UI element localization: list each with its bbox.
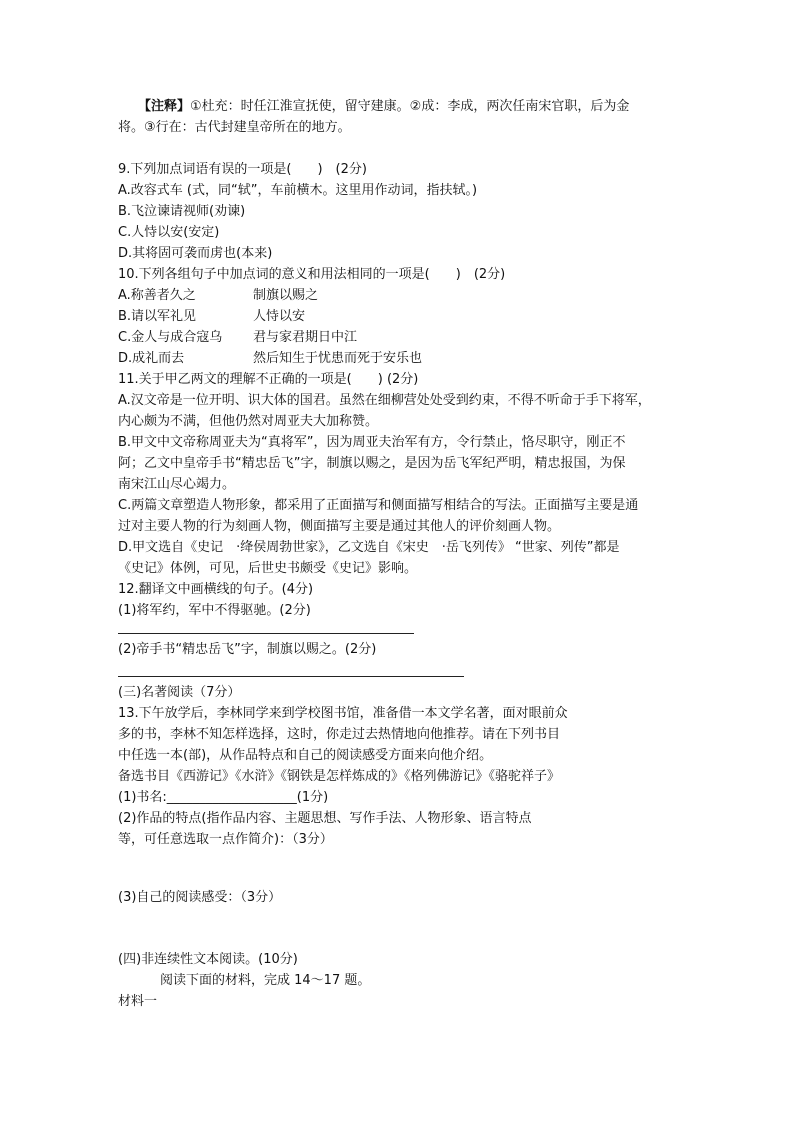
note-line-2: 将。③行在：古代封建皇帝所在的地方。	[118, 120, 351, 135]
q11-option-b-line1: B.甲文中文帝称周亚夫为“真将军”，因为周亚夫治军有方，令行禁止，恪尽职守，刚正不	[118, 435, 626, 450]
q10-option-b-left: B.请以军礼见	[118, 309, 197, 324]
q12-sentence-1: (1)将军约，军中不得驱驰。(2分)	[118, 603, 311, 618]
note-label: 【注释】	[138, 99, 191, 114]
q9-option-a: A.改容式车 (式，同“轼”，车前横木。这里用作动词，指扶轼。)	[118, 183, 478, 198]
q13-book-name: (1)书名:____________________(1分)	[118, 790, 329, 805]
q12-sentence-2: (2)帝手书“精忠岳飞”字，制旗以赐之。(2分)	[118, 642, 377, 657]
q13-paragraph-line2: 多的书，李林不知怎样选择，这时，你走过去热情地向他推荐。请在下列书目	[118, 727, 561, 742]
q11-option-d-line1: D.甲文选自《史记 ·绛侯周勃世家》，乙文选自《宋史 ·岳飞列传》 “世家、列传”都是	[118, 540, 620, 555]
q13-paragraph-line1: 13.下午放学后，李林同学来到学校图书馆，准备借一本文学名著，面对眼前众	[118, 706, 568, 721]
q11-option-d-line2: 《史记》体例，可见，后世史书颇受《史记》影响。	[118, 561, 418, 576]
q13-features-line2: 等，可任意选取一点作简介)：（3分）	[118, 832, 333, 847]
q11-stem: 11.关于甲乙两文的理解不正确的一项是( ) (2分)	[118, 372, 419, 387]
material-one-label: 材料一	[118, 994, 158, 1009]
answer-line-2	[118, 676, 464, 677]
q10-option-d-left: D.成礼而去	[118, 351, 185, 366]
q10-stem: 10.下列各组句子中加点词的意义和用法相同的一项是( ) (2分)	[118, 267, 506, 282]
section4-intro: 阅读下面的材料，完成 14～17 题。	[160, 973, 371, 988]
q10-option-a-right: 制旗以赐之	[253, 288, 319, 303]
section3-heading: (三)名著阅读（7分）	[118, 685, 241, 700]
q13-reading-feeling: (3)自己的阅读感受：（3分）	[118, 890, 282, 905]
note-line-1	[138, 97, 629, 117]
note-text-1: ①杜充：时任江淮宣抚使，留守建康。②成：李成，两次任南宋官职，后为金	[190, 99, 630, 114]
q13-paragraph-line3: 中任选一本(部)，从作品特点和自己的阅读感受方面来向他介绍。	[118, 748, 493, 763]
q11-option-c-line2: 过对主要人物的行为刻画人物，侧面描写主要是通过其他人的评价刻画人物。	[118, 519, 561, 534]
answer-line-1	[118, 633, 414, 634]
section4-heading: (四)非连续性文本阅读。(10分)	[118, 952, 298, 967]
q10-option-b-right: 人恃以安	[253, 309, 306, 324]
q9-option-c: C.人恃以安(安定)	[118, 225, 220, 240]
q11-option-b-line2: 阿；乙文中皇帝手书“精忠岳飞”字，制旗以赐之，是因为岳飞军纪严明，精忠报国，为保	[118, 456, 626, 471]
q10-option-c-left: C.金人与成合寇乌	[118, 330, 223, 345]
q9-stem: 9.下列加点词语有误的一项是( ) (2分)	[118, 162, 367, 177]
q9-option-b: B.飞泣谏请视师(劝谏)	[118, 204, 246, 219]
q11-option-c-line1: C.两篇文章塑造人物形象，都采用了正面描写和侧面描写相结合的写法。正面描写主要是通	[118, 498, 639, 513]
q10-option-a-left: A.称善者久之	[118, 288, 196, 303]
q11-option-a-line1: A.汉文帝是一位开明、识大体的国君。虽然在细柳营处处受到约束，不得不听命于手下将军，	[118, 393, 651, 408]
q10-option-d-right: 然后知生于忧患而死于安乐也	[253, 351, 423, 366]
q12-stem: 12.翻译文中画横线的句子。(4分)	[118, 582, 314, 597]
q11-option-a-line2: 内心颇为不满，但他仍然对周亚夫大加称赞。	[118, 414, 379, 429]
q10-option-c-right: 君与家君期日中江	[253, 330, 358, 345]
q9-option-d: D.其将固可袭而虏也(本来)	[118, 246, 273, 261]
q11-option-b-line3: 南宋江山尽心竭力。	[118, 477, 236, 492]
q13-book-list: 备选书目《西游记》《水浒》《钢铁是怎样炼成的》《格列佛游记》《骆驼祥子》	[118, 769, 561, 784]
q13-features-line1: (2)作品的特点(指作品内容、主题思想、写作手法、人物形象、语言特点	[118, 811, 532, 826]
